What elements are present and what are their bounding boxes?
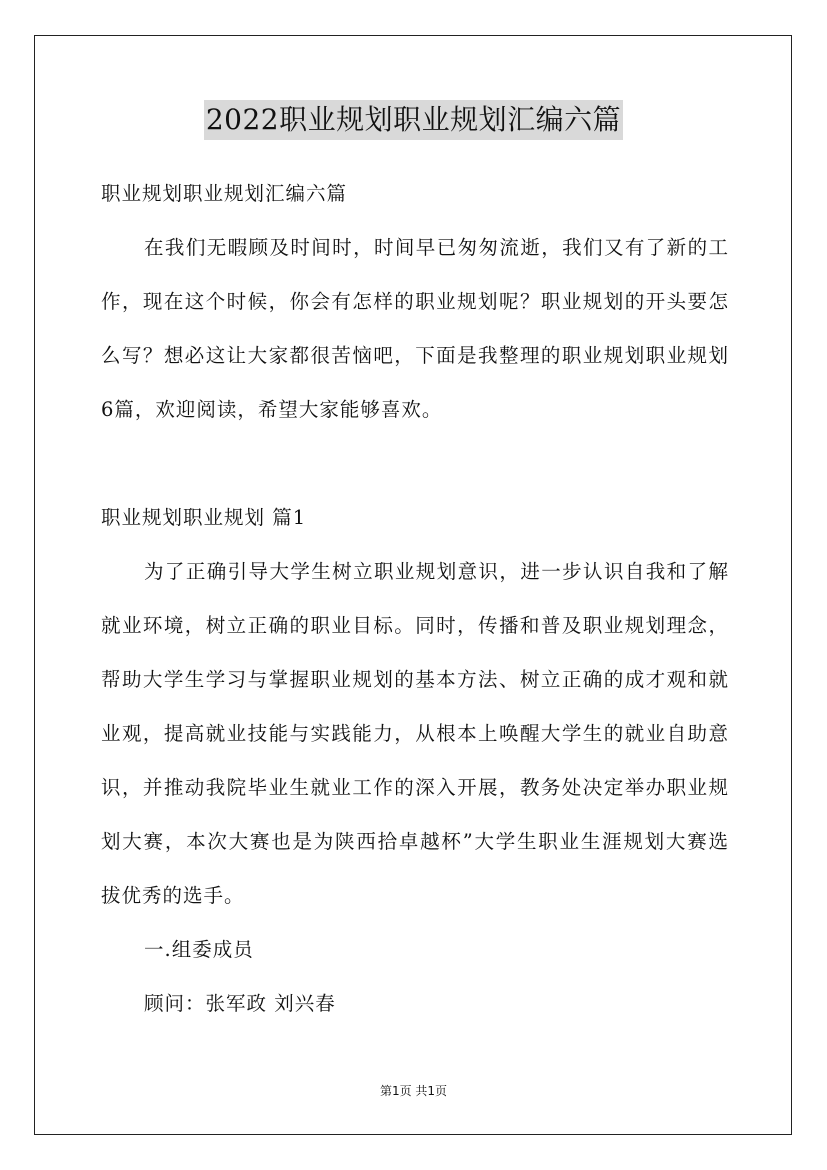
paragraph-spacer xyxy=(101,446,729,500)
section-line-5: 识，并推动我院毕业生就业工作的深入开展，教务处决定举办职业规 xyxy=(101,776,729,799)
section-heading: 职业规划职业规划 篇1 xyxy=(101,506,307,529)
intro-line-2: 作，现在这个时候，你会有怎样的职业规划呢？职业规划的开头要怎 xyxy=(101,290,729,313)
document-body xyxy=(101,176,729,1040)
title-wrapper xyxy=(0,100,827,140)
page-footer: 第1页 共1页 xyxy=(379,1084,448,1098)
intro-line-3: 么写？想必这让大家都很苦恼吧，下面是我整理的职业规划职业规划 xyxy=(101,344,729,367)
intro-line-4: 6篇，欢迎阅读，希望大家能够喜欢。 xyxy=(101,398,443,421)
section-line-2: 就业环境，树立正确的职业目标。同时，传播和普及职业规划理念， xyxy=(101,614,729,637)
section-line-3: 帮助大学生学习与掌握职业规划的基本方法、树立正确的成才观和就 xyxy=(101,668,729,691)
section-line-7: 拔优秀的选手。 xyxy=(101,884,245,907)
section-line-4: 业观，提高就业技能与实践能力，从根本上唤醒大学生的就业自助意 xyxy=(101,722,729,745)
advisors-line: 顾问：张军政 刘兴春 xyxy=(144,992,336,1015)
section-line-6: 划大赛，本次大赛也是为陕西拾卓越杯”大学生职业生涯规划大赛选 xyxy=(101,830,729,853)
intro-line-1: 在我们无暇顾及时间时，时间早已匆匆流逝，我们又有了新的工 xyxy=(144,236,729,259)
list-heading: 一.组委成员 xyxy=(144,938,254,961)
document-title: 2022职业规划职业规划汇编六篇 xyxy=(204,100,623,140)
document-subtitle: 职业规划职业规划汇编六篇 xyxy=(101,182,348,205)
section-line-1: 为了正确引导大学生树立职业规划意识，进一步认识自我和了解 xyxy=(144,560,729,583)
